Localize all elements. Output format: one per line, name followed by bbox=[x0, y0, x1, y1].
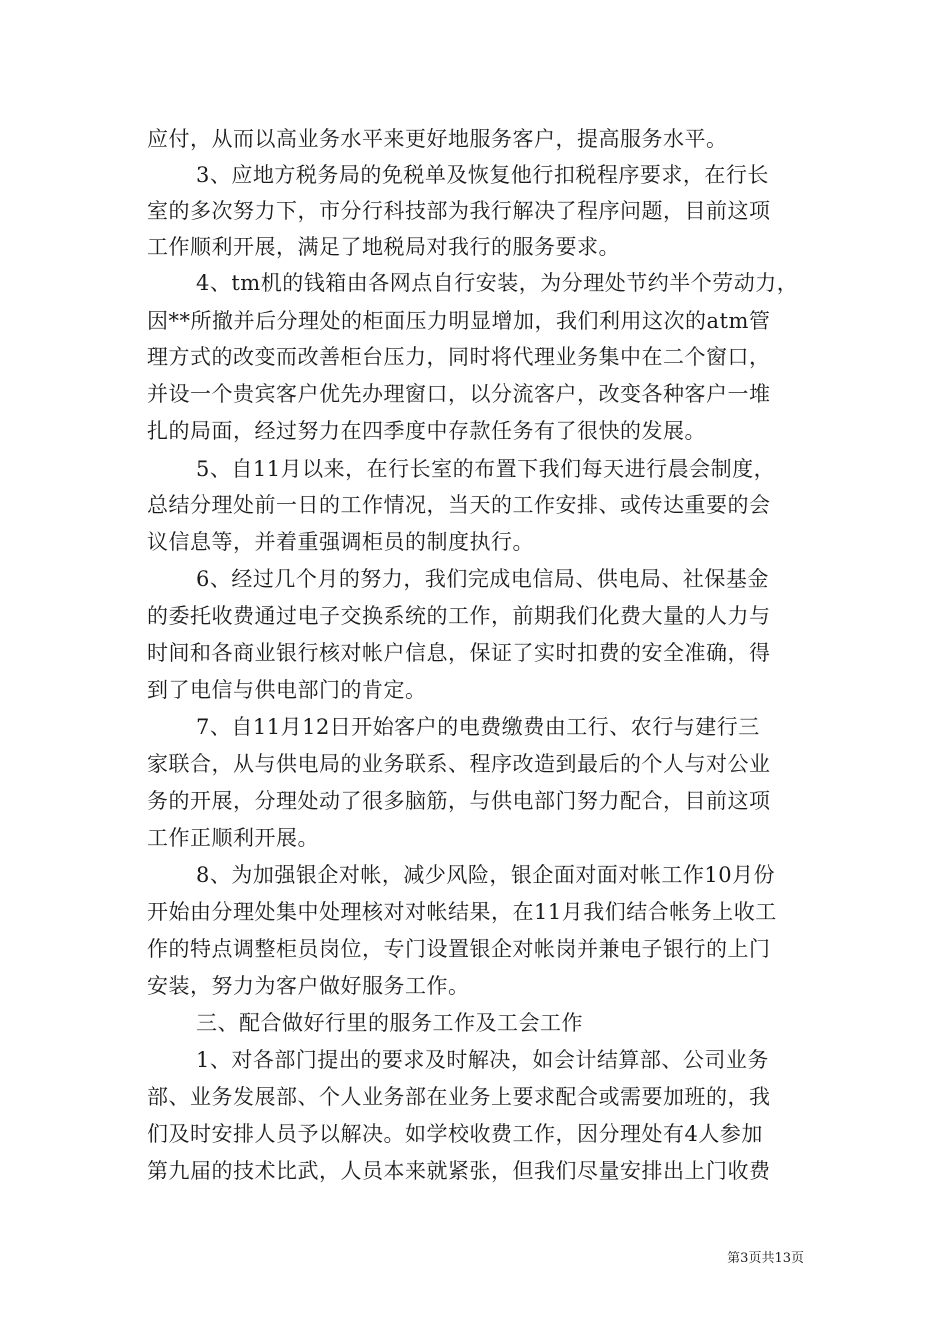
text-line: 家联合，从与供电局的业务联系、程序改造到最后的个人与对公业 bbox=[147, 752, 771, 776]
text-line: 8、为加强银企对帐，减少风险，银企面对面对帐工作10月份 bbox=[196, 863, 776, 887]
section-heading: 三、配合做好行里的服务工作及工会工作 bbox=[196, 1011, 583, 1035]
text-line: 务的开展，分理处动了很多脑筋，与供电部门努力配合，目前这项 bbox=[147, 789, 771, 813]
text-line: 时间和各商业银行核对帐户信息，保证了实时扣费的安全准确，得 bbox=[147, 641, 771, 665]
text-line: 并设一个贵宾客户优先办理窗口，以分流客户，改变各种客户一堆 bbox=[147, 382, 771, 406]
text-line: 工作顺利开展，满足了地税局对我行的服务要求。 bbox=[147, 235, 620, 259]
text-line: 部、业务发展部、个人业务部在业务上要求配合或需要加班的，我 bbox=[147, 1085, 771, 1109]
text-line: 们及时安排人员予以解决。如学校收费工作，因分理处有4人参加 bbox=[147, 1122, 763, 1146]
text-line: 应付，从而以高业务水平来更好地服务客户，提高服务水平。 bbox=[147, 127, 728, 151]
text-line: 议信息等，并着重强调柜员的制度执行。 bbox=[147, 530, 534, 554]
text-line: 1、对各部门提出的要求及时解决，如会计结算部、公司业务 bbox=[196, 1048, 769, 1072]
text-line: 7、自11月12日开始客户的电费缴费由工行、农行与建行三 bbox=[196, 715, 760, 739]
text-line: 室的多次努力下，市分行科技部为我行解决了程序问题，目前这项 bbox=[147, 199, 771, 223]
text-line: 扎的局面，经过努力在四季度中存款任务有了很快的发展。 bbox=[147, 419, 706, 443]
text-line: 第九届的技术比武，人员本来就紧张，但我们尽量安排出上门收费 bbox=[147, 1159, 771, 1183]
text-line: 开始由分理处集中处理核对对帐结果，在11月我们结合帐务上收工 bbox=[147, 900, 777, 924]
text-line: 5、自11月以来，在行长室的布置下我们每天进行晨会制度， bbox=[196, 457, 776, 481]
text-line: 的委托收费通过电子交换系统的工作，前期我们化费大量的人力与 bbox=[147, 604, 771, 628]
text-line: 作的特点调整柜员岗位，专门设置银企对帐岗并兼电子银行的上门 bbox=[147, 937, 771, 961]
text-line: 安装，努力为客户做好服务工作。 bbox=[147, 974, 470, 998]
text-line: 4、tm机的钱箱由各网点自行安装，为分理处节约半个劳动力， bbox=[196, 271, 799, 295]
page-number: 第3页共13页 bbox=[727, 1251, 804, 1266]
text-line: 工作正顺利开展。 bbox=[147, 826, 319, 850]
text-line: 因**所撤并后分理处的柜面压力明显增加，我们利用这次的atm管 bbox=[147, 309, 771, 333]
text-line: 总结分理处前一日的工作情况，当天的工作安排、或传达重要的会 bbox=[147, 493, 771, 517]
text-line: 3、应地方税务局的免税单及恢复他行扣税程序要求，在行长 bbox=[196, 163, 769, 187]
text-line: 6、经过几个月的努力，我们完成电信局、供电局、社保基金 bbox=[196, 567, 769, 591]
text-line: 理方式的改变而改善柜台压力，同时将代理业务集中在二个窗口， bbox=[147, 345, 771, 369]
text-line: 到了电信与供电部门的肯定。 bbox=[147, 678, 427, 702]
